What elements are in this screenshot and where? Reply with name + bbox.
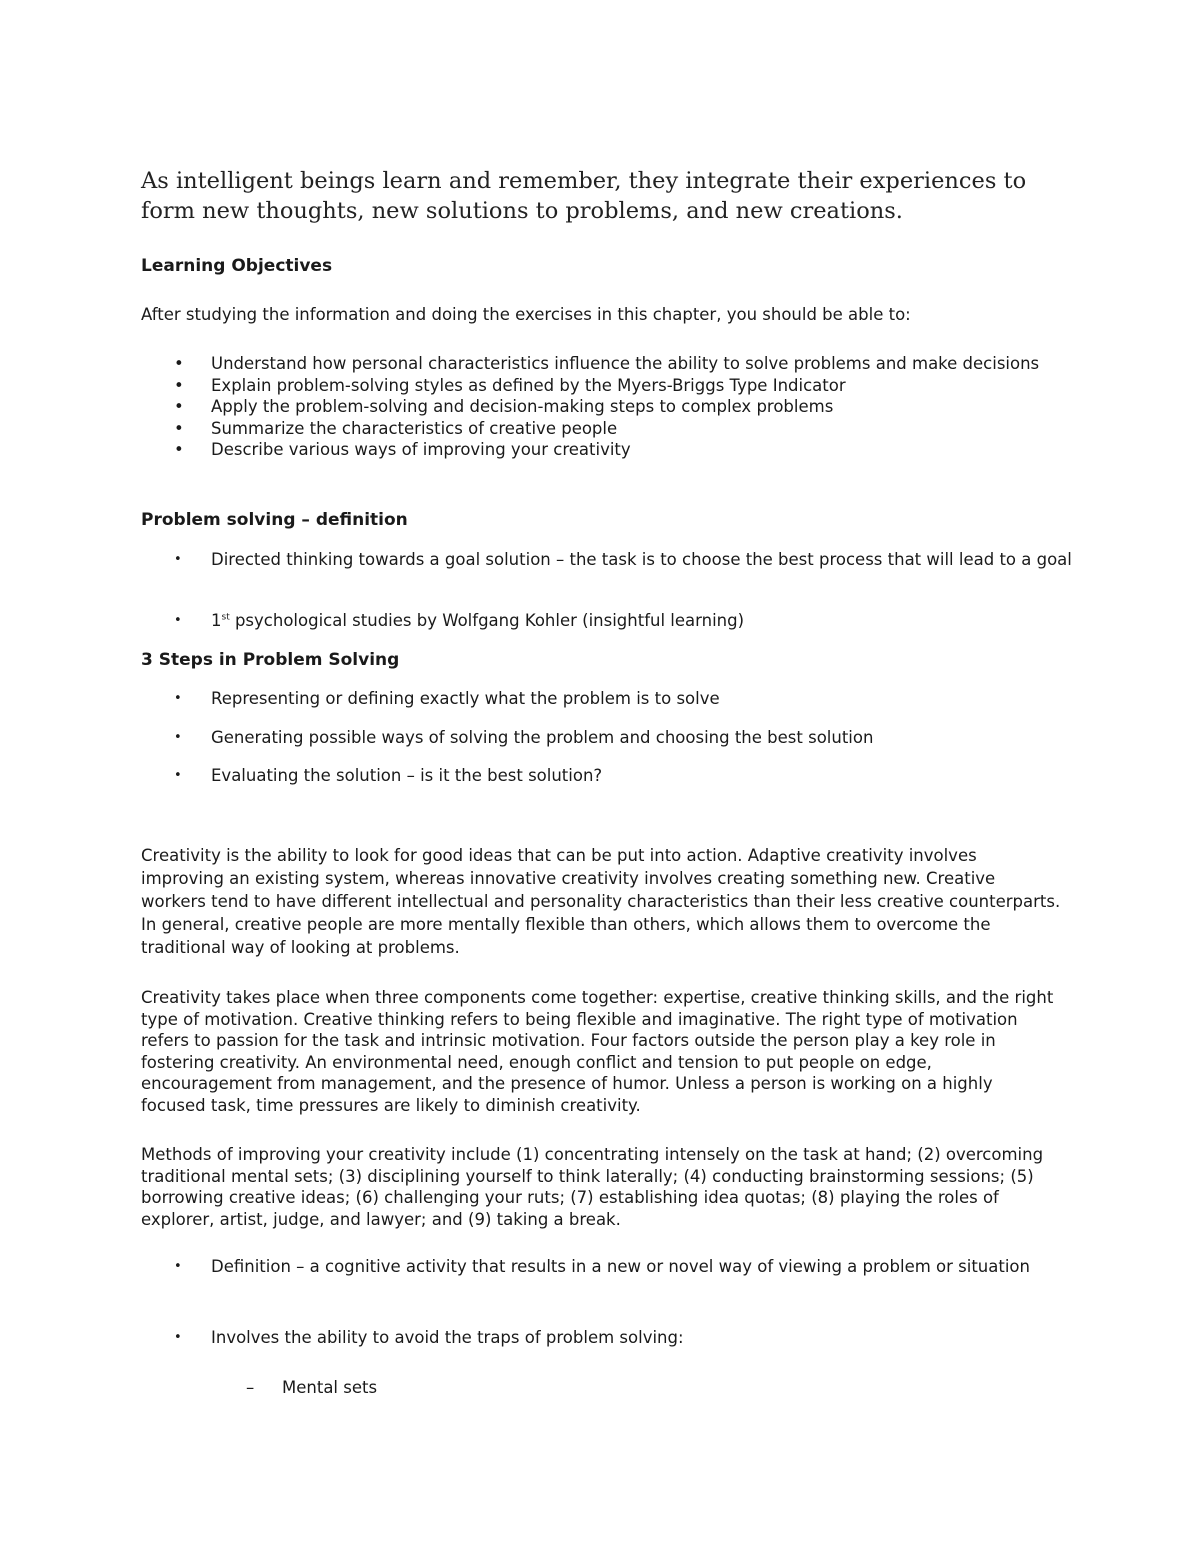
list-item: • Generating possible ways of solving the problem and choosing the best solution bbox=[174, 728, 874, 747]
list-item: • Understand how personal characteristics influence the ability to solve problems and make decisions bbox=[174, 354, 1040, 373]
creativity-paragraph-3: Methods of improving your creativity include (1) concentrating intensely on the task at hand; (2) overcoming traditional mental sets; (3) disciplining yourself to think laterally; (4) conducting brainstorming sessions; (5) borrowing creative ideas; (6) challenging your ruts; (7) establishing idea quotas; (8) playing the roles of explorer, artist, judge, and lawyer; and (9) taking a break. bbox=[141, 1145, 1044, 1229]
steps-item-1 bbox=[141, 688, 1081, 710]
list-item: • Directed thinking towards a goal solution – the task is to choose the best process that will lead to a goal bbox=[141, 548, 1081, 572]
bullet-icon: • bbox=[174, 354, 184, 373]
creativity-paragraph-2: Creativity takes place when three components come together: expertise, creative thinking skills, and the right type of motivation. Creative thinking refers to being flexible and imaginative. The right type of motivation refers to passion for the task and intrinsic motivation. Four factors outside the person play a key role in fostering creativity. An environmental need, enough conflict and tension to put people on edge, encouragement from management, and the presence of humor. Unless a person is working on a highly focused task, time pressures are likely to diminish creativity. bbox=[141, 988, 1054, 1115]
list-item: • 1st psychological studies by Wolfgang Kohler (insightful learning) bbox=[174, 611, 745, 630]
bullet-icon: • bbox=[174, 418, 184, 438]
list-item: • Evaluating the solution – is it the best solution? bbox=[174, 766, 603, 785]
bullet-icon: • bbox=[174, 1259, 182, 1274]
objectives-list bbox=[141, 353, 1081, 461]
list-item: • Describe various ways of improving your creativity bbox=[174, 440, 631, 459]
learning-objectives-heading: Learning Objectives bbox=[141, 256, 333, 276]
bullet-icon: • bbox=[174, 730, 182, 745]
steps-item-2 bbox=[141, 727, 1081, 749]
bullet-icon: • bbox=[174, 691, 182, 706]
list-item: • Summarize the characteristics of creative people bbox=[174, 418, 618, 438]
dash-icon: – bbox=[246, 1378, 255, 1397]
bullet-icon: • bbox=[174, 440, 184, 459]
list-item: • Apply the problem-solving and decision-making steps to complex problems bbox=[174, 397, 834, 416]
creativity-paragraph-1: Creativity is the ability to look for good ideas that can be put into action. Adaptive creativity involves improving an existing system, whereas innovative creativity involves creating something new. Creative workers tend to have different intellectual and personality characteristics than their less creative counterparts. In general, creative people are more mentally flexible than others, which allows them to overcome the traditional way of looking at problems. bbox=[141, 846, 1061, 957]
bullet-icon: • bbox=[174, 613, 182, 628]
bullet-icon: • bbox=[174, 375, 184, 395]
list-item: • Representing or defining exactly what the problem is to solve bbox=[174, 689, 720, 708]
problem-solving-heading: Problem solving – definition bbox=[141, 510, 408, 530]
problem-solving-list-2 bbox=[141, 610, 1081, 632]
list-item: • Involves the ability to avoid the traps of problem solving: bbox=[174, 1328, 684, 1347]
intro-heading: As intelligent beings learn and remember, they integrate their experiences to form new thoughts, new solutions to problems, and new creations. bbox=[141, 168, 1027, 224]
mental-sets-text: Mental sets bbox=[282, 1378, 378, 1397]
steps-item-3 bbox=[141, 765, 1081, 787]
objectives-lead: After studying the information and doing the exercises in this chapter, you should be able to: bbox=[141, 305, 911, 324]
creativity-bullet-2 bbox=[141, 1327, 1081, 1349]
creativity-bullet-1 bbox=[141, 1256, 1081, 1278]
bullet-icon: • bbox=[174, 397, 184, 416]
steps-heading: 3 Steps in Problem Solving bbox=[141, 650, 400, 670]
bullet-icon: • bbox=[174, 768, 182, 783]
list-item: • Explain problem-solving styles as defined by the Myers-Briggs Type Indicator bbox=[174, 375, 846, 395]
bullet-icon: • bbox=[174, 552, 182, 567]
problem-solving-list bbox=[141, 548, 1081, 572]
bullet-icon: • bbox=[174, 1330, 182, 1345]
superscript: st bbox=[221, 612, 230, 623]
list-item: • Definition – a cognitive activity that results in a new or novel way of viewing a problem or situation bbox=[174, 1257, 1030, 1276]
